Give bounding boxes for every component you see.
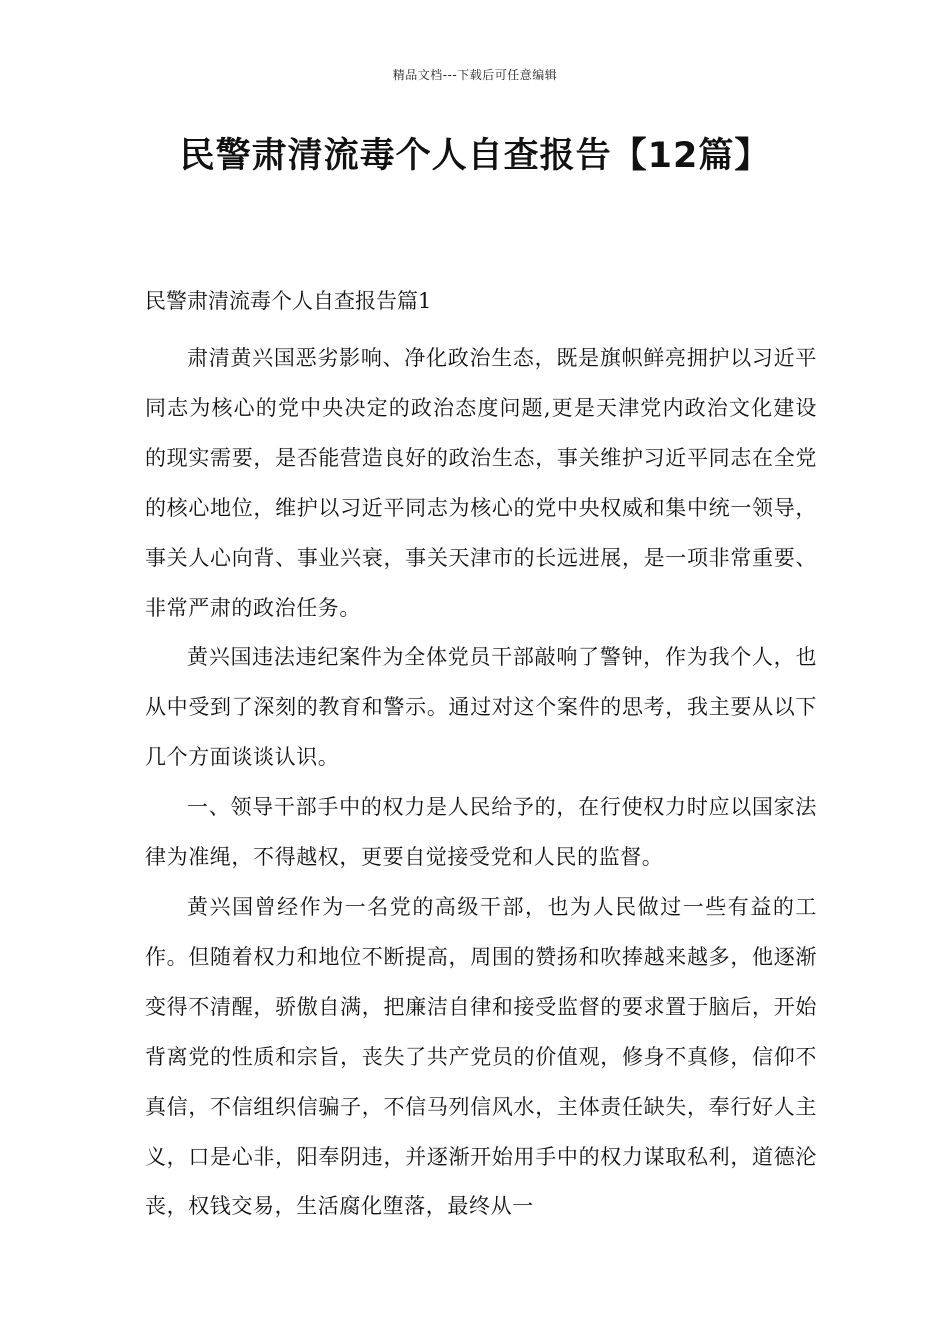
document-body: [145, 334, 817, 1232]
page-header: 精品文档---下载后可任意编辑: [392, 68, 558, 82]
paragraph: 黄兴国曾经作为一名党的高级干部，也为人民做过一些有益的工作。但随着权力和地位不断提高，周围的赞扬和吹捧越来越多，他逐渐变得不清醒，骄傲自满，把廉洁自律和接受监督的要求置于脑后，开始背离党的性质和宗旨，丧失了共产党员的价值观，修身不真修，信仰不真信，不信组织信骗子，不信马列信风水，主体责任缺失，奉行好人主义，口是心非，阳奉阴违，并逐渐开始用手中的权力谋取私利，道德沦丧，权钱交易，生活腐化堕落，最终从一: [145, 894, 817, 1219]
paragraph: 肃清黄兴国恶劣影响、净化政治生态，既是旗帜鲜亮拥护以习近平同志为核心的党中央决定的政治态度问题,更是天津党内政治文化建设的现实需要，是否能营造良好的政治生态，事关维护习近平同志在全党的核心地位，维护以习近平同志为核心的党中央权威和集中统一领导，事关人心向背、事业兴衰，事关天津市的长远进展，是一项非常重要、非常严肃的政治任务。: [145, 346, 817, 620]
paragraph: 黄兴国违法违纪案件为全体党员干部敲响了警钟，作为我个人，也从中受到了深刻的教育和警示。通过对这个案件的思考，我主要从以下几个方面谈谈认识。: [145, 645, 817, 770]
document-title: 民警肃清流毒个人自查报告【12篇】: [179, 136, 771, 176]
section-title: 民警肃清流毒个人自查报告篇1: [145, 289, 432, 313]
paragraph: 一、领导干部手中的权力是人民给予的，在行使权力时应以国家法律为准绳，不得越权，更要自觉接受党和人民的监督。: [145, 795, 817, 870]
